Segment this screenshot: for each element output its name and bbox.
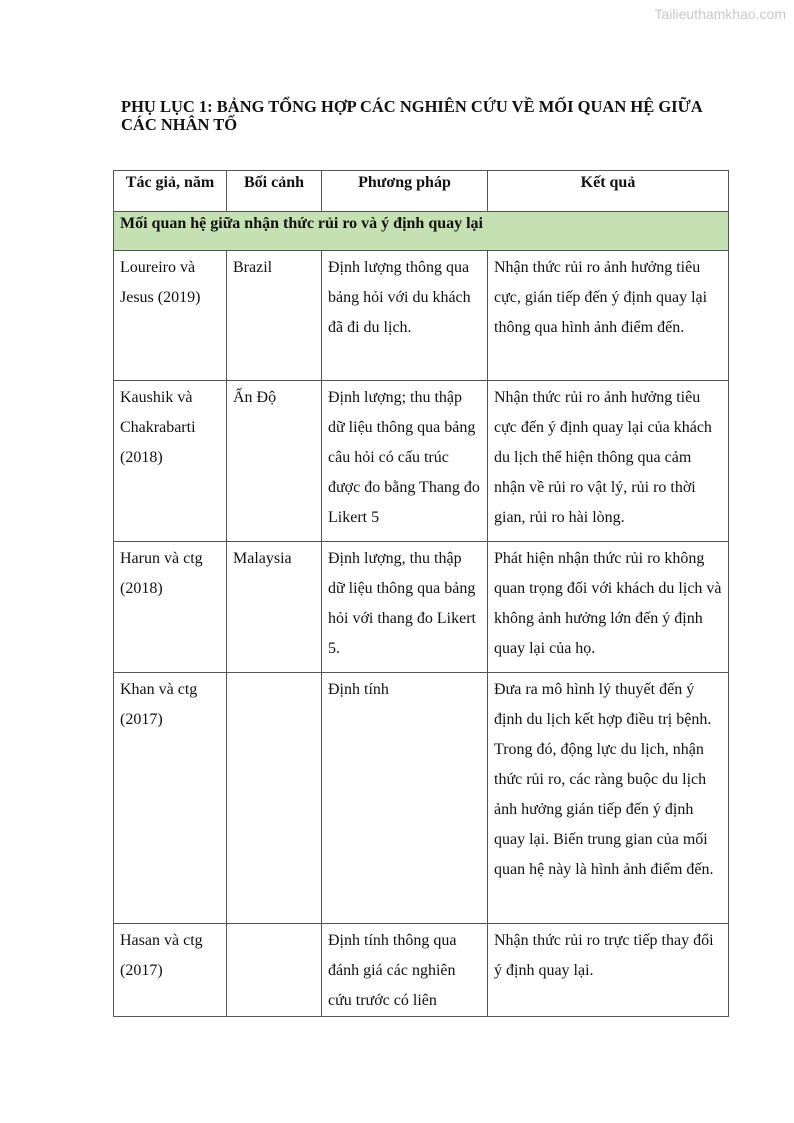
cell-method: Định lượng, thu thập dữ liệu thông qua bảng hỏi với thang đo Likert 5. — [322, 542, 488, 673]
cell-author: Loureiro và Jesus (2019) — [114, 251, 227, 381]
table-row — [114, 924, 729, 1017]
header-context: Bối cảnh — [227, 171, 322, 212]
cell-author: Kaushik và Chakrabarti (2018) — [114, 381, 227, 542]
cell-result: Nhận thức rủi ro ảnh hưởng tiêu cực đến ý định quay lại của khách du lịch thể hiện thông qua cảm nhận về rủi ro vật lý, rủi ro thời gian, rủi ro hài lòng. — [488, 381, 729, 542]
cell-author: Khan và ctg (2017) — [114, 673, 227, 924]
cell-method: Định tính — [322, 673, 488, 924]
cell-result: Nhận thức rủi ro trực tiếp thay đổi ý định quay lại. — [488, 924, 729, 1017]
header-author: Tác giả, năm — [114, 171, 227, 212]
table-row — [114, 673, 729, 924]
cell-context: Ấn Độ — [227, 381, 322, 542]
page-title: PHỤ LỤC 1: BẢNG TỔNG HỢP CÁC NGHIÊN CỨU VỀ MỐI QUAN HỆ GIỮA CÁC NHÂN TỐ — [121, 97, 702, 134]
cell-context: Brazil — [227, 251, 322, 381]
cell-author: Hasan và ctg (2017) — [114, 924, 227, 1017]
header-result: Kết quả — [488, 171, 729, 212]
cell-result: Đưa ra mô hình lý thuyết đến ý định du lịch kết hợp điều trị bệnh. Trong đó, động lực du lịch, nhận thức rủi ro, các ràng buộc du lịch ảnh hưởng gián tiếp đến ý định quay lại. Biến trung gian của mối quan hệ này là hình ảnh điểm đến. — [488, 673, 729, 924]
cell-method: Định lượng thông qua bảng hỏi với du khách đã đi du lịch. — [322, 251, 488, 381]
table-row — [114, 251, 729, 381]
studies-table — [113, 170, 729, 1017]
table-row — [114, 381, 729, 542]
section-row — [114, 212, 729, 251]
cell-author: Harun và ctg (2018) — [114, 542, 227, 673]
cell-context: Malaysia — [227, 542, 322, 673]
cell-context — [227, 924, 322, 1017]
cell-method: Định tính thông qua đánh giá các nghiên cứu trước có liên — [322, 924, 488, 1017]
header-method: Phương pháp — [322, 171, 488, 212]
cell-method: Định lượng; thu thập dữ liệu thông qua bảng câu hỏi có cấu trúc được đo bằng Thang đo Likert 5 — [322, 381, 488, 542]
table-header-row — [114, 171, 729, 212]
watermark: Tailieuthamkhao.com — [654, 6, 786, 22]
cell-context — [227, 673, 322, 924]
section-label: Mối quan hệ giữa nhận thức rủi ro và ý định quay lại — [114, 212, 729, 251]
cell-result: Phát hiện nhận thức rủi ro không quan trọng đối với khách du lịch và không ảnh hưởng lớn đến ý định quay lại của họ. — [488, 542, 729, 673]
table-row — [114, 542, 729, 673]
cell-result: Nhận thức rủi ro ảnh hưởng tiêu cực, gián tiếp đến ý định quay lại thông qua hình ảnh điểm đến. — [488, 251, 729, 381]
